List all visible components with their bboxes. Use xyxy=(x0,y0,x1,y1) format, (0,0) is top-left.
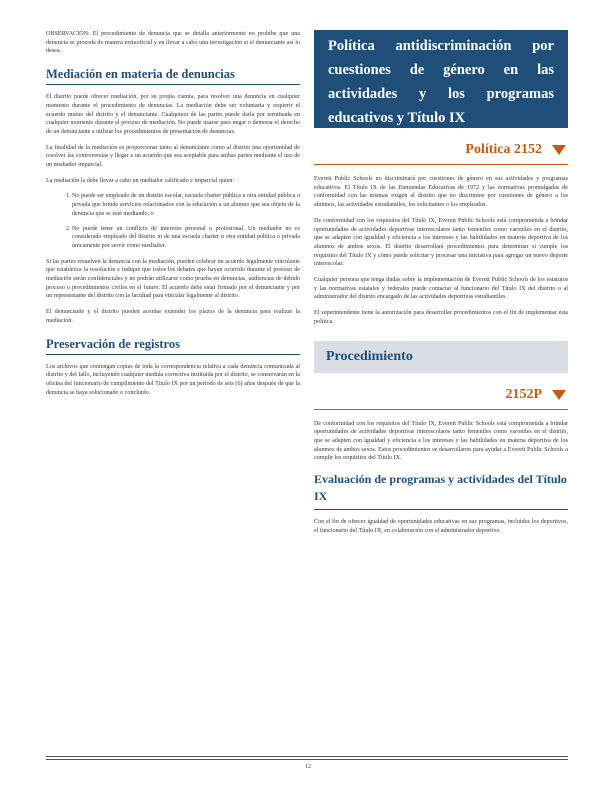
triangle-down-icon xyxy=(552,145,566,155)
evaluation-heading: Evaluación de programas y actividades del Título IX xyxy=(314,472,567,504)
heading-rule xyxy=(314,509,568,510)
left-column xyxy=(46,30,300,404)
right-column xyxy=(314,30,568,542)
heading-rule xyxy=(46,354,300,355)
footer-rule xyxy=(46,756,568,757)
footer-rule xyxy=(46,759,568,760)
records-heading: Preservación de registros xyxy=(46,336,180,351)
procedure-heading-box: Procedimiento xyxy=(314,341,568,373)
procedure-paragraph-1: De conformidad con los requisitos del Título IX, Everett Public Schools está comprometida a brindar oportunidades de actividades deportivas interescolares tanto femeniles como varoniles en el distrito, que se adapten con igualdad y eficiencia a los intereses y las habilidades en materia deportiva de los alumnos de ambos sexos. Estos procedimientos se desarrollaron para ayudar a Everett Public Schools a cumplir los requisitos del Título IX. xyxy=(314,420,568,462)
footer-rules xyxy=(46,756,568,762)
evaluation-paragraph: Con el fin de ofrecer igualdad de oportunidades educativas en sus programas, incluidos los deportivos, el funcionario del Título IX, en colaboración con el administrador deportivo xyxy=(314,519,568,534)
policy-paragraph-1: Everett Public Schools no discriminará por cuestiones de género en sus actividades y programas educativos. El Título IX de las Enmiendas Educativas de 1972 y las normativas promulgadas de conformidad con las mismas exigen al distrito que no discrimine por cuestiones de género a los alumnos, las actividades estudiantiles, los solicitantes o los empleados. xyxy=(314,176,568,209)
list-item: 1. No puede ser empleado de un distrito escolar, escuela charter pública u otra entidad pública o privada que brinde servicios relacionados con la educación a un alumno que sea objeto de la denuncia que se esté mediando; o xyxy=(72,192,300,218)
procedure-number: 2152P xyxy=(505,386,542,402)
policy-paragraph-2: De conformidad con los requisitos del Título IX, Everett Public Schools está comprometida a brindar oportunidades de actividades deportivas interescolares tanto femeniles como varoniles en el distrito, que se adapten con igualdad y eficiencia a los intereses y las habilidades en materia deportiva de los alumnos de ambos sexos. El distrito desarrollará procedimientos para determinar si cumple los requisitos del Título IX y cómo puede solicitar y procesar una iniciativa para agregar un nuevo deporte interescolar. xyxy=(314,217,568,268)
mediation-paragraph-4: Si las partes resuelven la denuncia con la mediación, pueden celebrar un acuerdo legalmente vinculante que establezca la resolución e indique que todos los debates que hayan ocurrido durante el proceso de mediación serán confidenciales y no podrán utilizarse como prueba en denuncias, audiencias de debido proceso o procedimientos civiles en el futuro. El acuerdo debe estar firmado por el denunciante y por un representante del distrito con la facultad para vincular legalmente al distrito. xyxy=(46,258,300,300)
mediation-heading: Mediación en materia de denuncias xyxy=(46,67,235,82)
observation-paragraph: OBSERVACIÓN: El procedimiento de denuncia que se detalla anteriormente no prohíbe que una denuncia se proceda de manera extraoficial y en llevar a cabo una investigación si el denunciante así lo desea. xyxy=(46,31,300,55)
mediation-paragraph-3: La mediación la debe llevar a cabo un mediador calificado e imparcial quien: xyxy=(46,177,235,184)
mediation-paragraph-5: El denunciante y el distrito pueden acordar extender los plazos de la denuncia para realizar la mediación. xyxy=(46,309,300,324)
policy-paragraph-3: Cualquier persona que tenga dudas sobre la implementación de Everett Public Schools de los estatutos y las normativas estatales y federales puede contactar al funcionario del Título IX del distrito o al administrador del distrito encargado de las actividades deportivas estudiantiles. xyxy=(314,277,568,301)
policy-paragraph-4: El superintendente tiene la autorización para desarrollar procedimientos con el fin de implementar esta política. xyxy=(314,310,568,325)
policy-number-bar xyxy=(314,136,568,165)
mediator-requirements-list xyxy=(46,192,300,250)
records-paragraph: Los archivos que contengan copias de toda la correspondencia relativa a cada denuncia comunicada al distrito y del fallo, incluyendo cualquier medida correctiva instituida por el distrito, se conservarán en la oficina del funcionario de cumplimiento del Título IX por un periodo de seis (6) años después de que la denuncia se haya solucionado o concluido. xyxy=(46,363,300,396)
policy-number: Política 2152 xyxy=(465,142,542,157)
list-item: 2. No puede tener un conflicto de intereses personal o profesional. Un mediador no es considerado empleado del distrito ni de una escuela charter u otra entidad pública o privada únicamente por servir como mediador. xyxy=(72,225,300,251)
policy-title-box: Política antidiscriminación por cuestiones de género en las actividades y los programas educativos y Título IX xyxy=(314,30,568,128)
mediation-paragraph-2: La finalidad de la mediación es proporcionar tanto al denunciante como al distrito una oportunidad de resolver las controversias y llegar a un acuerdo que sea aceptable para ambas partes mediante el uso de un mediador imparcial. xyxy=(46,144,300,169)
mediation-paragraph-1: El distrito puede ofrecer mediación, por su propia cuenta, para resolver una denuncia en cualquier momento durante el procedimiento de denuncias. La mediación debe ser voluntaria y requerir el acuerdo mutuo del distrito y el denunciante. Cualquiera de las partes puede darla por terminada en cualquier momento durante el proceso de mediación. No puede usarse para negar o demorar el derecho de un denunciante a utilizar los procedimientos de presentación de denuncias. xyxy=(46,94,300,135)
page-number: 12 xyxy=(305,764,311,770)
heading-rule xyxy=(46,84,300,85)
procedure-number-bar xyxy=(314,381,568,410)
triangle-down-icon xyxy=(552,390,566,400)
